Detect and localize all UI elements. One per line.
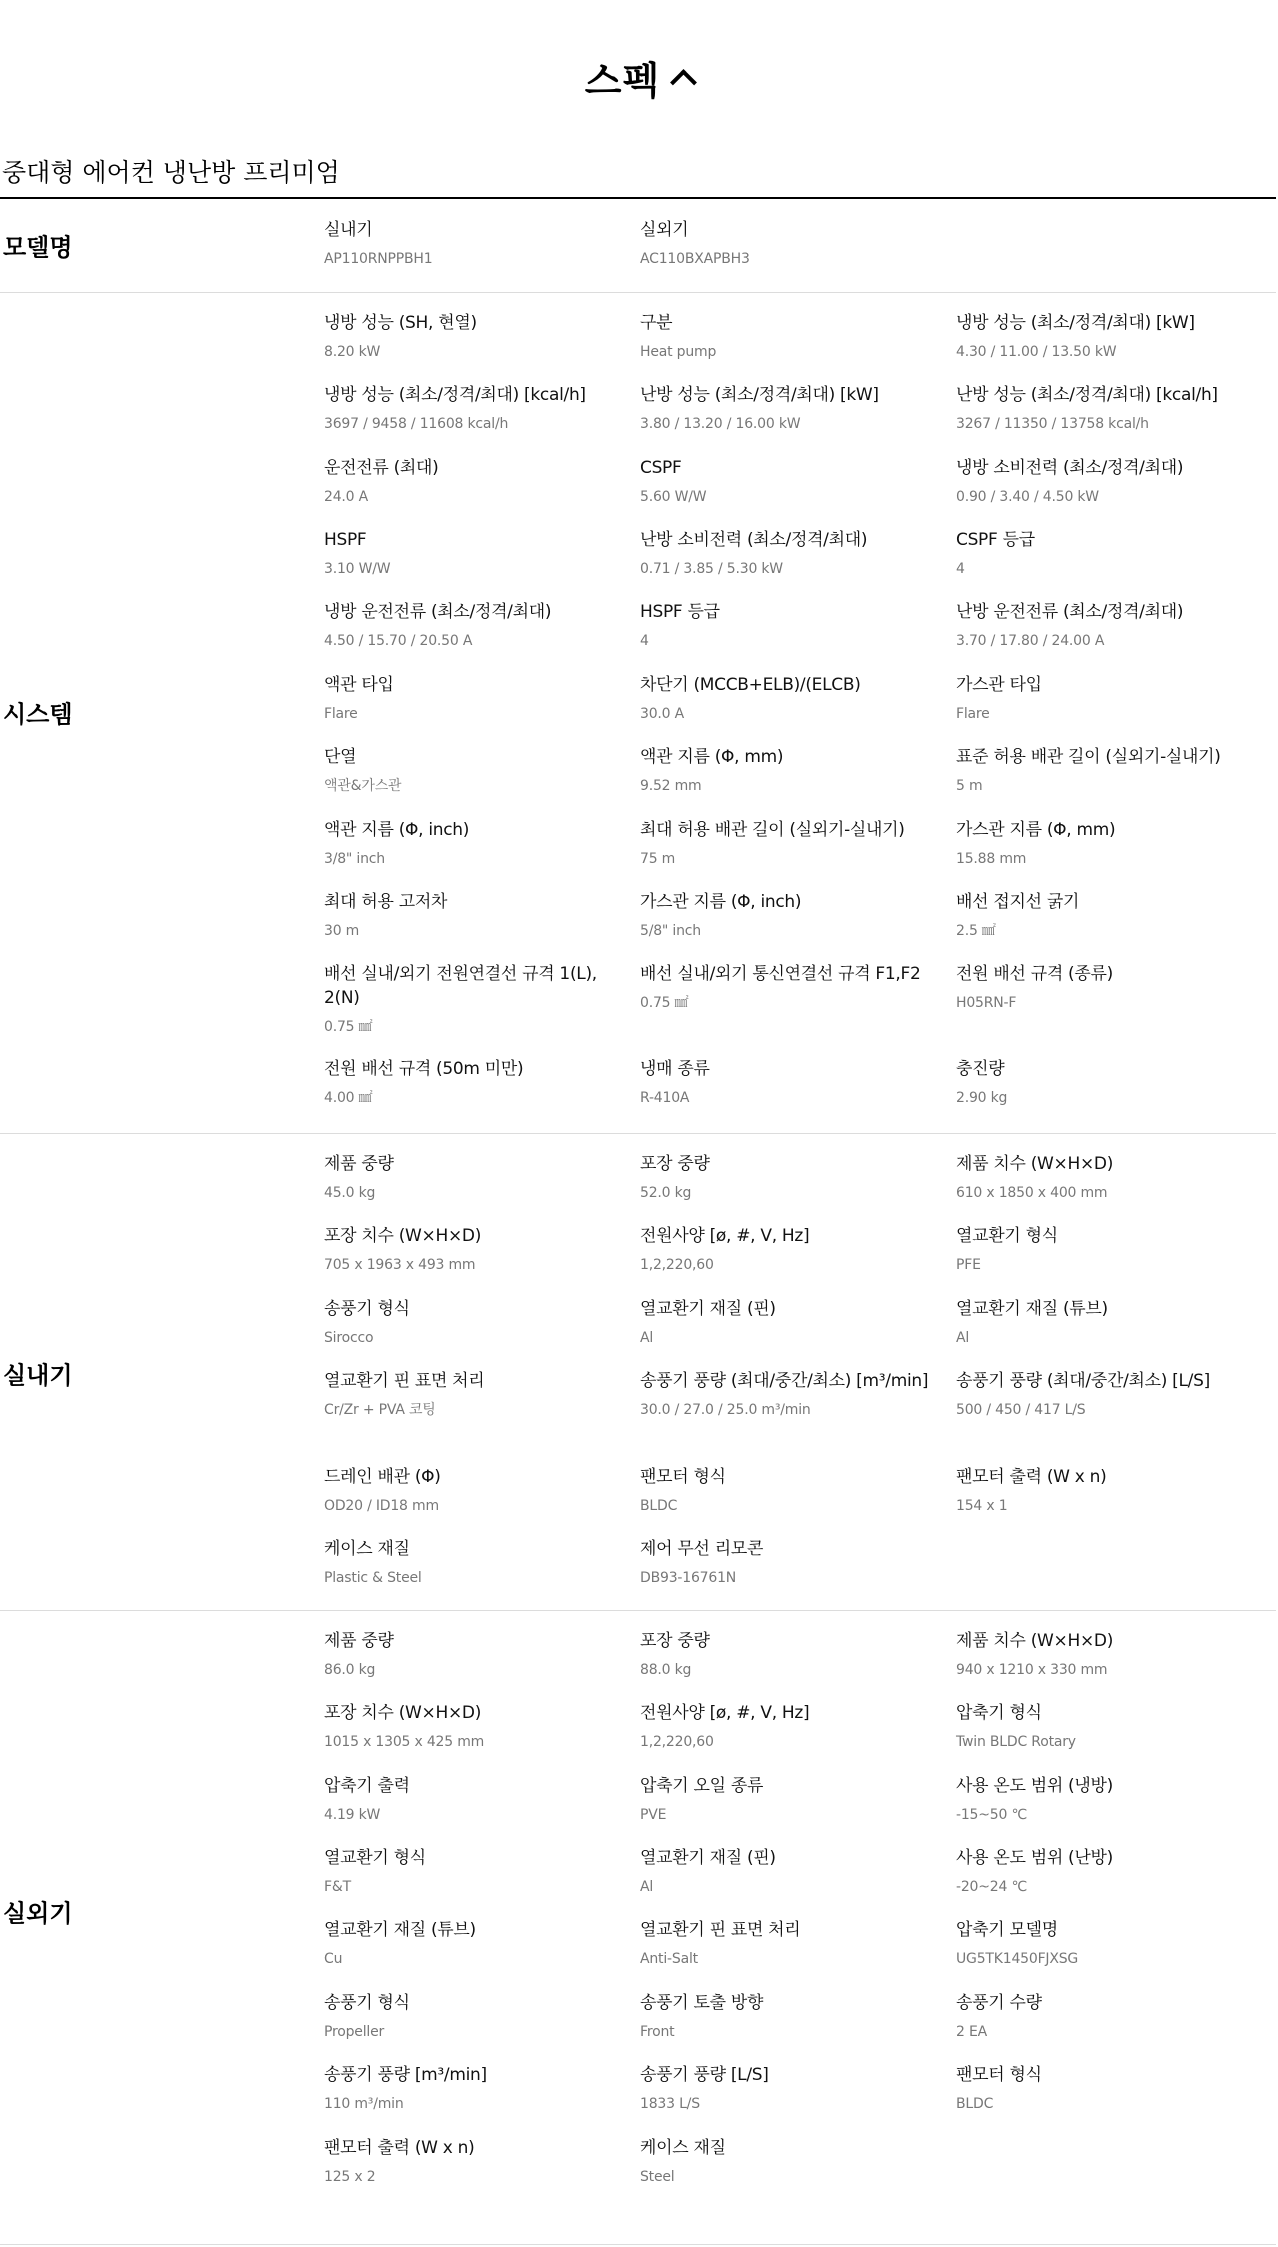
spec-value: 3.80 / 13.20 / 16.00 kW: [640, 416, 801, 432]
spec-value: AC110BXAPBH3: [640, 251, 750, 267]
spec-value: PFE: [956, 1257, 981, 1273]
spec-value: 0.71 / 3.85 / 5.30 kW: [640, 561, 783, 577]
spec-value: Al: [640, 1879, 654, 1895]
spec-value: 3697 / 9458 / 11608 kcal/h: [324, 416, 509, 432]
spec-label: 제어 무선 리모콘: [640, 1539, 764, 1559]
spec-value: 110 m³/min: [324, 2096, 404, 2112]
spec-item: [640, 2136, 940, 2187]
spec-item: [956, 1846, 1256, 1897]
spec-item: [640, 1224, 940, 1275]
spec-section: [0, 199, 1276, 293]
spec-label: HSPF: [324, 530, 367, 550]
spec-value: 5 m: [956, 778, 983, 794]
spec-label: 열교환기 핀 표면 처리: [640, 1920, 801, 1940]
spec-item: [956, 528, 1256, 579]
spec-value: 2.5 ㎟: [956, 923, 996, 939]
spec-label: 송풍기 형식: [324, 1299, 410, 1319]
spec-label: 냉방 성능 (최소/정격/최대) [kW]: [956, 313, 1195, 333]
spec-label: 포장 중량: [640, 1631, 710, 1651]
section-title: 실내기: [3, 1361, 73, 1390]
spec-item: [640, 383, 940, 434]
spec-item: [640, 2063, 940, 2114]
spec-label: 송풍기 풍량 (최대/중간/최소) [L/S]: [956, 1371, 1210, 1391]
spec-label: 열교환기 형식: [324, 1848, 426, 1868]
spec-toggle[interactable]: [585, 50, 693, 105]
spec-item: [640, 1057, 940, 1108]
spec-value: Propeller: [324, 2024, 385, 2040]
spec-label: CSPF 등급: [956, 530, 1035, 550]
spec-item: [956, 962, 1256, 1013]
spec-value: H05RN-F: [956, 995, 1017, 1011]
spec-label: 열교환기 재질 (튜브): [956, 1299, 1108, 1319]
spec-item: [640, 673, 940, 724]
spec-label: 가스관 지름 (Φ, mm): [956, 820, 1116, 840]
spec-label: 전원사양 [ø, #, V, Hz]: [640, 1703, 810, 1723]
spec-item: [956, 1297, 1256, 1348]
spec-value: R-410A: [640, 1090, 690, 1106]
spec-item: [324, 1369, 624, 1420]
spec-value: 5/8" inch: [640, 923, 701, 939]
spec-value: 52.0 kg: [640, 1185, 692, 1201]
spec-label: 팬모터 형식: [640, 1467, 726, 1487]
spec-value: 4: [956, 561, 965, 577]
spec-label: 제품 중량: [324, 1631, 394, 1651]
spec-value: 88.0 kg: [640, 1662, 692, 1678]
spec-item: [640, 1297, 940, 1348]
section-title: 모델명: [3, 233, 73, 262]
spec-label: 송풍기 풍량 (최대/중간/최소) [m³/min]: [640, 1371, 929, 1391]
spec-value: BLDC: [956, 2096, 994, 2112]
spec-item: [956, 1629, 1256, 1680]
spec-value: 1015 x 1305 x 425 mm: [324, 1734, 485, 1750]
spec-value: 0.75 ㎟: [640, 995, 689, 1011]
spec-label: 송풍기 형식: [324, 1993, 410, 2013]
spec-value: Flare: [956, 706, 990, 722]
section-title: 실외기: [3, 1899, 73, 1928]
spec-label: 드레인 배관 (Φ): [324, 1467, 441, 1487]
spec-value: 3.70 / 17.80 / 24.00 A: [956, 633, 1105, 649]
spec-item: [640, 818, 940, 869]
spec-value: F&T: [324, 1879, 351, 1895]
spec-label: 액관 지름 (Φ, mm): [640, 747, 784, 767]
spec-label: 실내기: [324, 220, 373, 240]
spec-item: [324, 1701, 624, 1752]
spec-value: 154 x 1: [956, 1498, 1008, 1514]
spec-label: 가스관 지름 (Φ, inch): [640, 892, 802, 912]
spec-value: UG5TK1450FJXSG: [956, 1951, 1079, 1967]
spec-value: 4.00 ㎟: [324, 1090, 373, 1106]
spec-item: [324, 1537, 624, 1588]
spec-label: 압축기 모델명: [956, 1920, 1058, 1940]
product-name: 중대형 에어컨 냉난방 프리미엄: [2, 158, 340, 187]
spec-label: 액관 지름 (Φ, inch): [324, 820, 470, 840]
spec-item: [324, 2136, 624, 2187]
spec-item: [324, 383, 624, 434]
spec-label: 실외기: [640, 220, 689, 240]
spec-item: [324, 1846, 624, 1897]
spec-value: 15.88 mm: [956, 851, 1027, 867]
spec-label: 운전전류 (최대): [324, 458, 439, 478]
spec-item: [956, 1991, 1256, 2042]
spec-label: 사용 온도 범위 (난방): [956, 1848, 1113, 1868]
spec-item: [956, 383, 1256, 434]
spec-section: [0, 292, 1276, 1134]
spec-item: [640, 1465, 940, 1516]
spec-section: [0, 1610, 1276, 2245]
spec-label: 송풍기 토출 방향: [640, 1993, 764, 2013]
spec-value: 1,2,220,60: [640, 1734, 714, 1750]
spec-label: 난방 성능 (최소/정격/최대) [kW]: [640, 385, 879, 405]
spec-value: 2 EA: [956, 2024, 987, 2040]
spec-label: 제품 치수 (W×H×D): [956, 1631, 1114, 1651]
spec-item: [324, 1152, 624, 1203]
spec-item: [640, 890, 940, 941]
spec-item: [640, 1918, 940, 1969]
spec-label: 케이스 재질: [640, 2138, 726, 2158]
spec-value: 24.0 A: [324, 489, 368, 505]
spec-section: [0, 1133, 1276, 1611]
spec-item: [324, 673, 624, 724]
spec-label: 냉매 종류: [640, 1059, 710, 1079]
spec-value: 액관&가스관: [324, 778, 402, 794]
spec-item: [324, 2063, 624, 2114]
spec-item: [956, 1918, 1256, 1969]
spec-item: [956, 1369, 1256, 1420]
spec-item: [956, 311, 1256, 362]
spec-value: Al: [640, 1330, 654, 1346]
spec-item: [640, 1701, 940, 1752]
spec-label: 충진량: [956, 1059, 1005, 1079]
spec-item: [956, 745, 1256, 796]
spec-item: [956, 818, 1256, 869]
spec-value: BLDC: [640, 1498, 678, 1514]
spec-label: 열교환기 재질 (핀): [640, 1848, 776, 1868]
spec-item: [640, 528, 940, 579]
spec-label: 제품 중량: [324, 1154, 394, 1174]
spec-item: [324, 1774, 624, 1825]
spec-label: 압축기 출력: [324, 1776, 410, 1796]
spec-label: 포장 치수 (W×H×D): [324, 1226, 482, 1246]
spec-item: [324, 1057, 624, 1108]
spec-label: 열교환기 핀 표면 처리: [324, 1371, 485, 1391]
spec-value: 3/8" inch: [324, 851, 385, 867]
spec-item: [640, 1991, 940, 2042]
spec-label: 열교환기 형식: [956, 1226, 1058, 1246]
spec-value: Flare: [324, 706, 358, 722]
spec-value: -15~50 ℃: [956, 1807, 1027, 1823]
spec-value: 940 x 1210 x 330 mm: [956, 1662, 1108, 1678]
spec-item: [640, 218, 940, 269]
spec-value: 86.0 kg: [324, 1662, 376, 1678]
spec-value: Sirocco: [324, 1330, 374, 1346]
spec-value: 30 m: [324, 923, 360, 939]
spec-value: 0.90 / 3.40 / 4.50 kW: [956, 489, 1099, 505]
spec-item: [324, 600, 624, 651]
spec-value: 9.52 mm: [640, 778, 702, 794]
spec-value: 75 m: [640, 851, 676, 867]
spec-value: 8.20 kW: [324, 344, 381, 360]
spec-item: [324, 1224, 624, 1275]
spec-label: 포장 중량: [640, 1154, 710, 1174]
spec-value: PVE: [640, 1807, 667, 1823]
spec-item: [640, 1846, 940, 1897]
spec-item: [324, 1297, 624, 1348]
spec-label: 배선 실내/외기 전원연결선 규격 1(L), 2(N): [324, 964, 597, 1008]
spec-item: [324, 962, 624, 1037]
spec-value: 500 / 450 / 417 L/S: [956, 1402, 1086, 1418]
spec-label: 열교환기 재질 (핀): [640, 1299, 776, 1319]
spec-label: 케이스 재질: [324, 1539, 410, 1559]
spec-item: [640, 600, 940, 651]
spec-value: OD20 / ID18 mm: [324, 1498, 439, 1514]
spec-label: 표준 허용 배관 길이 (실외기-실내기): [956, 747, 1221, 767]
spec-value: 4: [640, 633, 649, 649]
spec-item: [640, 456, 940, 507]
spec-label: 전원 배선 규격 (종류): [956, 964, 1113, 984]
spec-item: [956, 1224, 1256, 1275]
section-title: 시스템: [3, 700, 73, 729]
spec-header: [0, 50, 1278, 105]
spec-value: 4.50 / 15.70 / 20.50 A: [324, 633, 473, 649]
spec-value: Plastic & Steel: [324, 1570, 422, 1586]
spec-label: 최대 허용 고저차: [324, 892, 448, 912]
spec-label: 가스관 타입: [956, 675, 1042, 695]
spec-label: 차단기 (MCCB+ELB)/(ELCB): [640, 675, 861, 695]
spec-value: 610 x 1850 x 400 mm: [956, 1185, 1108, 1201]
spec-value: 705 x 1963 x 493 mm: [324, 1257, 476, 1273]
spec-label: 팬모터 출력 (W x n): [956, 1467, 1107, 1487]
spec-value: 4.30 / 11.00 / 13.50 kW: [956, 344, 1117, 360]
spec-value: 0.75 ㎟: [324, 1019, 373, 1035]
bottom-divider: [0, 2244, 1276, 2245]
spec-value: 1,2,220,60: [640, 1257, 714, 1273]
spec-label: 사용 온도 범위 (냉방): [956, 1776, 1113, 1796]
spec-value: Anti-Salt: [640, 1951, 698, 1967]
spec-label: 포장 치수 (W×H×D): [324, 1703, 482, 1723]
spec-item: [324, 1991, 624, 2042]
spec-label: 압축기 오일 종류: [640, 1776, 764, 1796]
spec-label: 전원사양 [ø, #, V, Hz]: [640, 1226, 810, 1246]
spec-label: 최대 허용 배관 길이 (실외기-실내기): [640, 820, 905, 840]
spec-label: 단열: [324, 747, 357, 767]
spec-value: Al: [956, 1330, 970, 1346]
spec-value: 5.60 W/W: [640, 489, 707, 505]
spec-value: 30.0 / 27.0 / 25.0 m³/min: [640, 1402, 811, 1418]
spec-item: [956, 600, 1256, 651]
spec-item: [640, 1774, 940, 1825]
spec-value: 3267 / 11350 / 13758 kcal/h: [956, 416, 1149, 432]
spec-item: [956, 890, 1256, 941]
spec-item: [640, 962, 940, 1013]
spec-label: 냉방 성능 (최소/정격/최대) [kcal/h]: [324, 385, 586, 405]
spec-label: HSPF 등급: [640, 602, 720, 622]
spec-label: 전원 배선 규격 (50m 미만): [324, 1059, 524, 1079]
spec-item: [640, 311, 940, 362]
spec-item: [956, 1701, 1256, 1752]
spec-label: 송풍기 풍량 [m³/min]: [324, 2065, 487, 2085]
spec-item: [324, 818, 624, 869]
spec-item: [640, 745, 940, 796]
spec-item: [324, 1629, 624, 1680]
spec-item: [324, 1465, 624, 1516]
spec-label: 배선 실내/외기 통신연결선 규격 F1,F2: [640, 964, 921, 984]
spec-value: Front: [640, 2024, 675, 2040]
spec-label: 송풍기 풍량 [L/S]: [640, 2065, 769, 2085]
spec-label: 냉방 운전전류 (최소/정격/최대): [324, 602, 552, 622]
spec-label: 제품 치수 (W×H×D): [956, 1154, 1114, 1174]
spec-label: 팬모터 형식: [956, 2065, 1042, 2085]
spec-item: [956, 2063, 1256, 2114]
spec-value: 4.19 kW: [324, 1807, 381, 1823]
spec-item: [956, 1152, 1256, 1203]
spec-item: [640, 1537, 940, 1588]
spec-item: [956, 456, 1256, 507]
spec-item: [324, 745, 624, 796]
spec-label: 압축기 형식: [956, 1703, 1042, 1723]
spec-value: AP110RNPPBH1: [324, 251, 433, 267]
spec-value: Twin BLDC Rotary: [956, 1734, 1076, 1750]
spec-label: 구분: [640, 313, 673, 333]
spec-value: DB93-16761N: [640, 1570, 737, 1586]
spec-item: [640, 1152, 940, 1203]
spec-item: [324, 528, 624, 579]
spec-value: Heat pump: [640, 344, 717, 360]
spec-value: Steel: [640, 2169, 675, 2185]
spec-label: 냉방 성능 (SH, 현열): [324, 313, 477, 333]
spec-item: [640, 1369, 940, 1420]
chevron-up-icon: [670, 69, 697, 96]
spec-value: 2.90 kg: [956, 1090, 1008, 1106]
spec-value: Cr/Zr + PVA 코팅: [324, 1402, 436, 1418]
spec-label: 배선 접지선 굵기: [956, 892, 1080, 912]
spec-label: CSPF: [640, 458, 682, 478]
spec-item: [324, 311, 624, 362]
spec-item: [956, 1774, 1256, 1825]
spec-label: 액관 타입: [324, 675, 394, 695]
spec-item: [640, 1629, 940, 1680]
spec-item: [324, 1918, 624, 1969]
spec-item: [324, 456, 624, 507]
spec-value: Cu: [324, 1951, 343, 1967]
spec-value: -20~24 ℃: [956, 1879, 1027, 1895]
spec-label: 열교환기 재질 (튜브): [324, 1920, 476, 1940]
spec-item: [324, 218, 624, 269]
spec-value: 30.0 A: [640, 706, 684, 722]
spec-item: [956, 673, 1256, 724]
spec-value: 1833 L/S: [640, 2096, 700, 2112]
spec-label: 난방 성능 (최소/정격/최대) [kcal/h]: [956, 385, 1218, 405]
spec-label: 난방 운전전류 (최소/정격/최대): [956, 602, 1184, 622]
spec-item: [956, 1057, 1256, 1108]
spec-label: 난방 소비전력 (최소/정격/최대): [640, 530, 868, 550]
spec-value: 125 x 2: [324, 2169, 376, 2185]
spec-label: 팬모터 출력 (W x n): [324, 2138, 475, 2158]
spec-item: [956, 1465, 1256, 1516]
spec-item: [324, 890, 624, 941]
spec-title: 스펙: [584, 59, 661, 103]
spec-label: 냉방 소비전력 (최소/정격/최대): [956, 458, 1184, 478]
spec-value: 3.10 W/W: [324, 561, 391, 577]
spec-label: 송풍기 수량: [956, 1993, 1042, 2013]
spec-value: 45.0 kg: [324, 1185, 376, 1201]
